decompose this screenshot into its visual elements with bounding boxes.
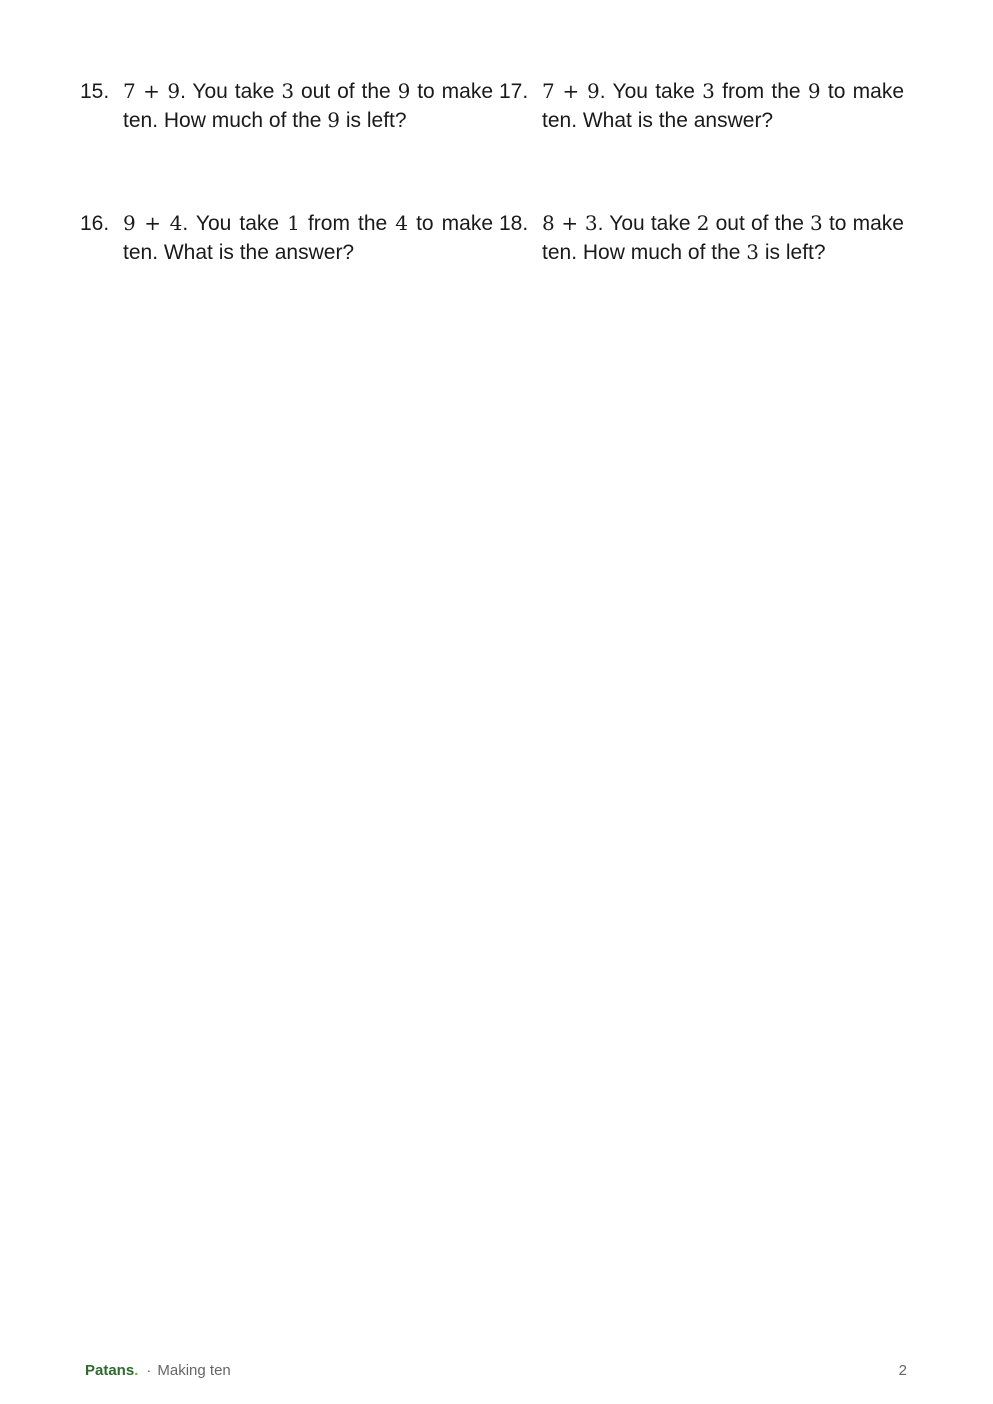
text-segment: . You take	[182, 212, 288, 235]
text-segment: is left?	[340, 109, 407, 132]
text-segment: is left?	[759, 241, 826, 264]
text-segment: from the	[299, 212, 396, 235]
math-expression: 8 + 3	[542, 211, 598, 235]
text-segment: to make ten. How much of the	[123, 80, 493, 132]
math-expression: 9 + 4	[123, 211, 183, 235]
math-expression: 7 + 9	[542, 79, 600, 103]
question-text	[123, 77, 499, 135]
brand-dot: .	[134, 1362, 139, 1379]
question-17	[499, 77, 910, 209]
question-15	[80, 77, 499, 209]
text-segment: from the	[714, 80, 808, 103]
text-segment: out of the	[709, 212, 811, 235]
question-text	[123, 209, 499, 267]
page-footer	[85, 1362, 907, 1382]
worksheet-title: Making ten	[157, 1362, 231, 1379]
question-18	[499, 209, 910, 269]
text-segment: to make ten. What is the answer?	[123, 212, 494, 264]
question-number: 18.	[499, 212, 529, 235]
text-segment: to make ten. How much of the	[542, 212, 904, 264]
question-list	[80, 77, 910, 269]
math-number: 4	[395, 211, 409, 235]
text-segment: . You take	[597, 212, 697, 235]
math-number: 3	[281, 79, 295, 103]
text-segment: . You take	[599, 80, 703, 103]
text-segment: to make ten. What is the answer?	[542, 80, 904, 132]
math-expression: 7 + 9	[123, 79, 181, 103]
text-segment: out of the	[294, 80, 398, 103]
question-number: 16.	[80, 212, 110, 235]
question-text	[542, 209, 910, 267]
text-segment: . You take	[180, 80, 282, 103]
question-16	[80, 209, 499, 269]
brand-logo-text: Patans	[85, 1362, 135, 1379]
question-text	[542, 77, 910, 135]
math-number: 3	[746, 240, 760, 264]
math-number: 9	[327, 108, 341, 132]
math-number: 1	[287, 211, 300, 235]
page-number: 2	[898, 1362, 907, 1379]
math-number: 9	[397, 79, 411, 103]
math-number: 2	[696, 211, 710, 235]
question-number: 15.	[80, 80, 110, 103]
math-number: 3	[810, 211, 823, 235]
question-number: 17.	[499, 80, 529, 103]
math-number: 9	[807, 79, 821, 103]
footer-separator: ·	[146, 1362, 152, 1379]
math-number: 3	[702, 79, 715, 103]
